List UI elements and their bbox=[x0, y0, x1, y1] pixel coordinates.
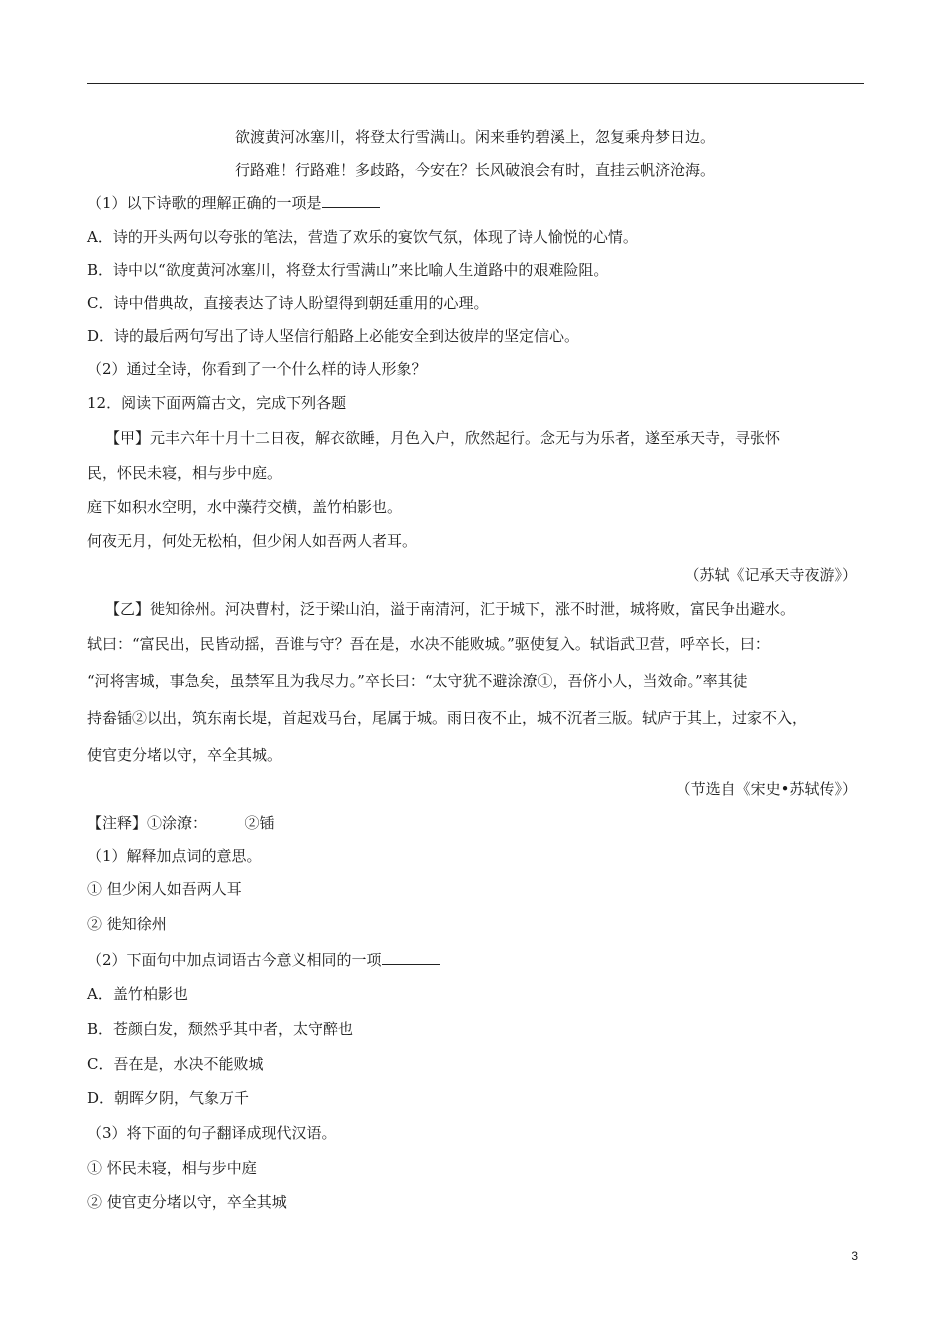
jia-line-4: 何夜无月，何处无松柏，但少闲人如吾两人者耳。 bbox=[87, 532, 418, 550]
q12-option-d: D．朝晖夕阴，气象万千 bbox=[87, 1089, 250, 1107]
jia-line-3: 庭下如积水空明，水中藻荇交横，盖竹柏影也。 bbox=[87, 498, 403, 516]
yi-line-3: “河将害城，事急矣，虽禁军且为我尽力。”卒长曰：“太守犹不避涂潦①，吾侪小人，当效命。”率其徒 bbox=[87, 672, 748, 690]
q12-option-b: B．苍颜白发，颓然乎其中者，太守醉也 bbox=[87, 1020, 354, 1038]
q11-part1-stem: （1）以下诗歌的理解正确的一项是 bbox=[87, 193, 380, 213]
q12-part3-stem: （3）将下面的句子翻译成现代汉语。 bbox=[87, 1124, 337, 1142]
answer-blank[interactable] bbox=[322, 193, 380, 208]
answer-blank[interactable] bbox=[382, 950, 440, 965]
q12-option-c: C．吾在是，水决不能败城 bbox=[87, 1055, 264, 1073]
q11-option-d: D．诗的最后两句写出了诗人坚信行船路上必能安全到达彼岸的坚定信心。 bbox=[87, 327, 580, 345]
q12-part3-item-2: ② 使官吏分堵以守，卒全其城 bbox=[87, 1193, 287, 1211]
poem-line-2: 行路难！行路难！多歧路，今安在？长风破浪会有时，直挂云帆济沧海。 bbox=[234, 161, 715, 179]
header-rule bbox=[87, 83, 864, 84]
poem-line-1: 欲渡黄河冰塞川，将登太行雪满山。闲来垂钓碧溪上，忽复乘舟梦日边。 bbox=[234, 128, 715, 146]
jia-line-2: 民，怀民未寝，相与步中庭。 bbox=[87, 464, 283, 482]
jia-source: （苏轼《记承天寺夜游》） bbox=[684, 566, 857, 584]
q12-part1-item-1: ① 但少闲人如吾两人耳 bbox=[87, 880, 242, 898]
yi-line-5: 使官吏分堵以守，卒全其城。 bbox=[87, 746, 283, 764]
q11-part2-stem: （2）通过全诗，你看到了一个什么样的诗人形象？ bbox=[87, 360, 427, 378]
yi-line-1: 【乙】徙知徐州。河决曹村，泛于梁山泊，溢于南清河，汇于城下，涨不时泄，城将败，富民争出避水。 bbox=[105, 600, 796, 618]
q11-option-a: A．诗的开头两句以夸张的笔法，营造了欢乐的宴饮气氛，体现了诗人愉悦的心情。 bbox=[87, 228, 638, 246]
page-number: 3 bbox=[851, 1249, 858, 1263]
q12-part2-stem: （2）下面句中加点词语古今意义相同的一项 bbox=[87, 950, 440, 970]
yi-line-4: 持畚锸②以出，筑东南长堤，首起戏马台，尾属于城。雨日夜不止，城不沉者三版。轼庐于其上，过家不入， bbox=[87, 709, 808, 727]
q12-part3-item-1: ① 怀民未寝，相与步中庭 bbox=[87, 1159, 257, 1177]
q11-option-b: B．诗中以“欲度黄河冰塞川，将登太行雪满山”来比喻人生道路中的艰难险阻。 bbox=[87, 261, 609, 279]
yi-source: （节选自《宋史•苏轼传》） bbox=[675, 780, 857, 798]
q11-option-c: C．诗中借典故，直接表达了诗人盼望得到朝廷重用的心理。 bbox=[87, 294, 489, 312]
q12-part1-item-2: ② 徙知徐州 bbox=[87, 915, 167, 933]
q12-header: 12．阅读下面两篇古文，完成下列各题 bbox=[87, 394, 347, 412]
q12-option-a: A．盖竹柏影也 bbox=[87, 985, 188, 1003]
yi-line-2: 轼曰：“富民出，民皆动摇，吾谁与守？吾在是，水决不能败城。”驱使复入。轼诣武卫营，呼卒长，曰： bbox=[87, 635, 770, 653]
notes: 【注释】①涂潦： ②锸 bbox=[87, 814, 275, 832]
q12-part1-stem: （1）解释加点词的意思。 bbox=[87, 847, 262, 865]
jia-line-1: 【甲】元丰六年十月十二日夜，解衣欲睡，月色入户，欣然起行。念无与为乐者，遂至承天寺，寻张怀 bbox=[105, 429, 781, 447]
